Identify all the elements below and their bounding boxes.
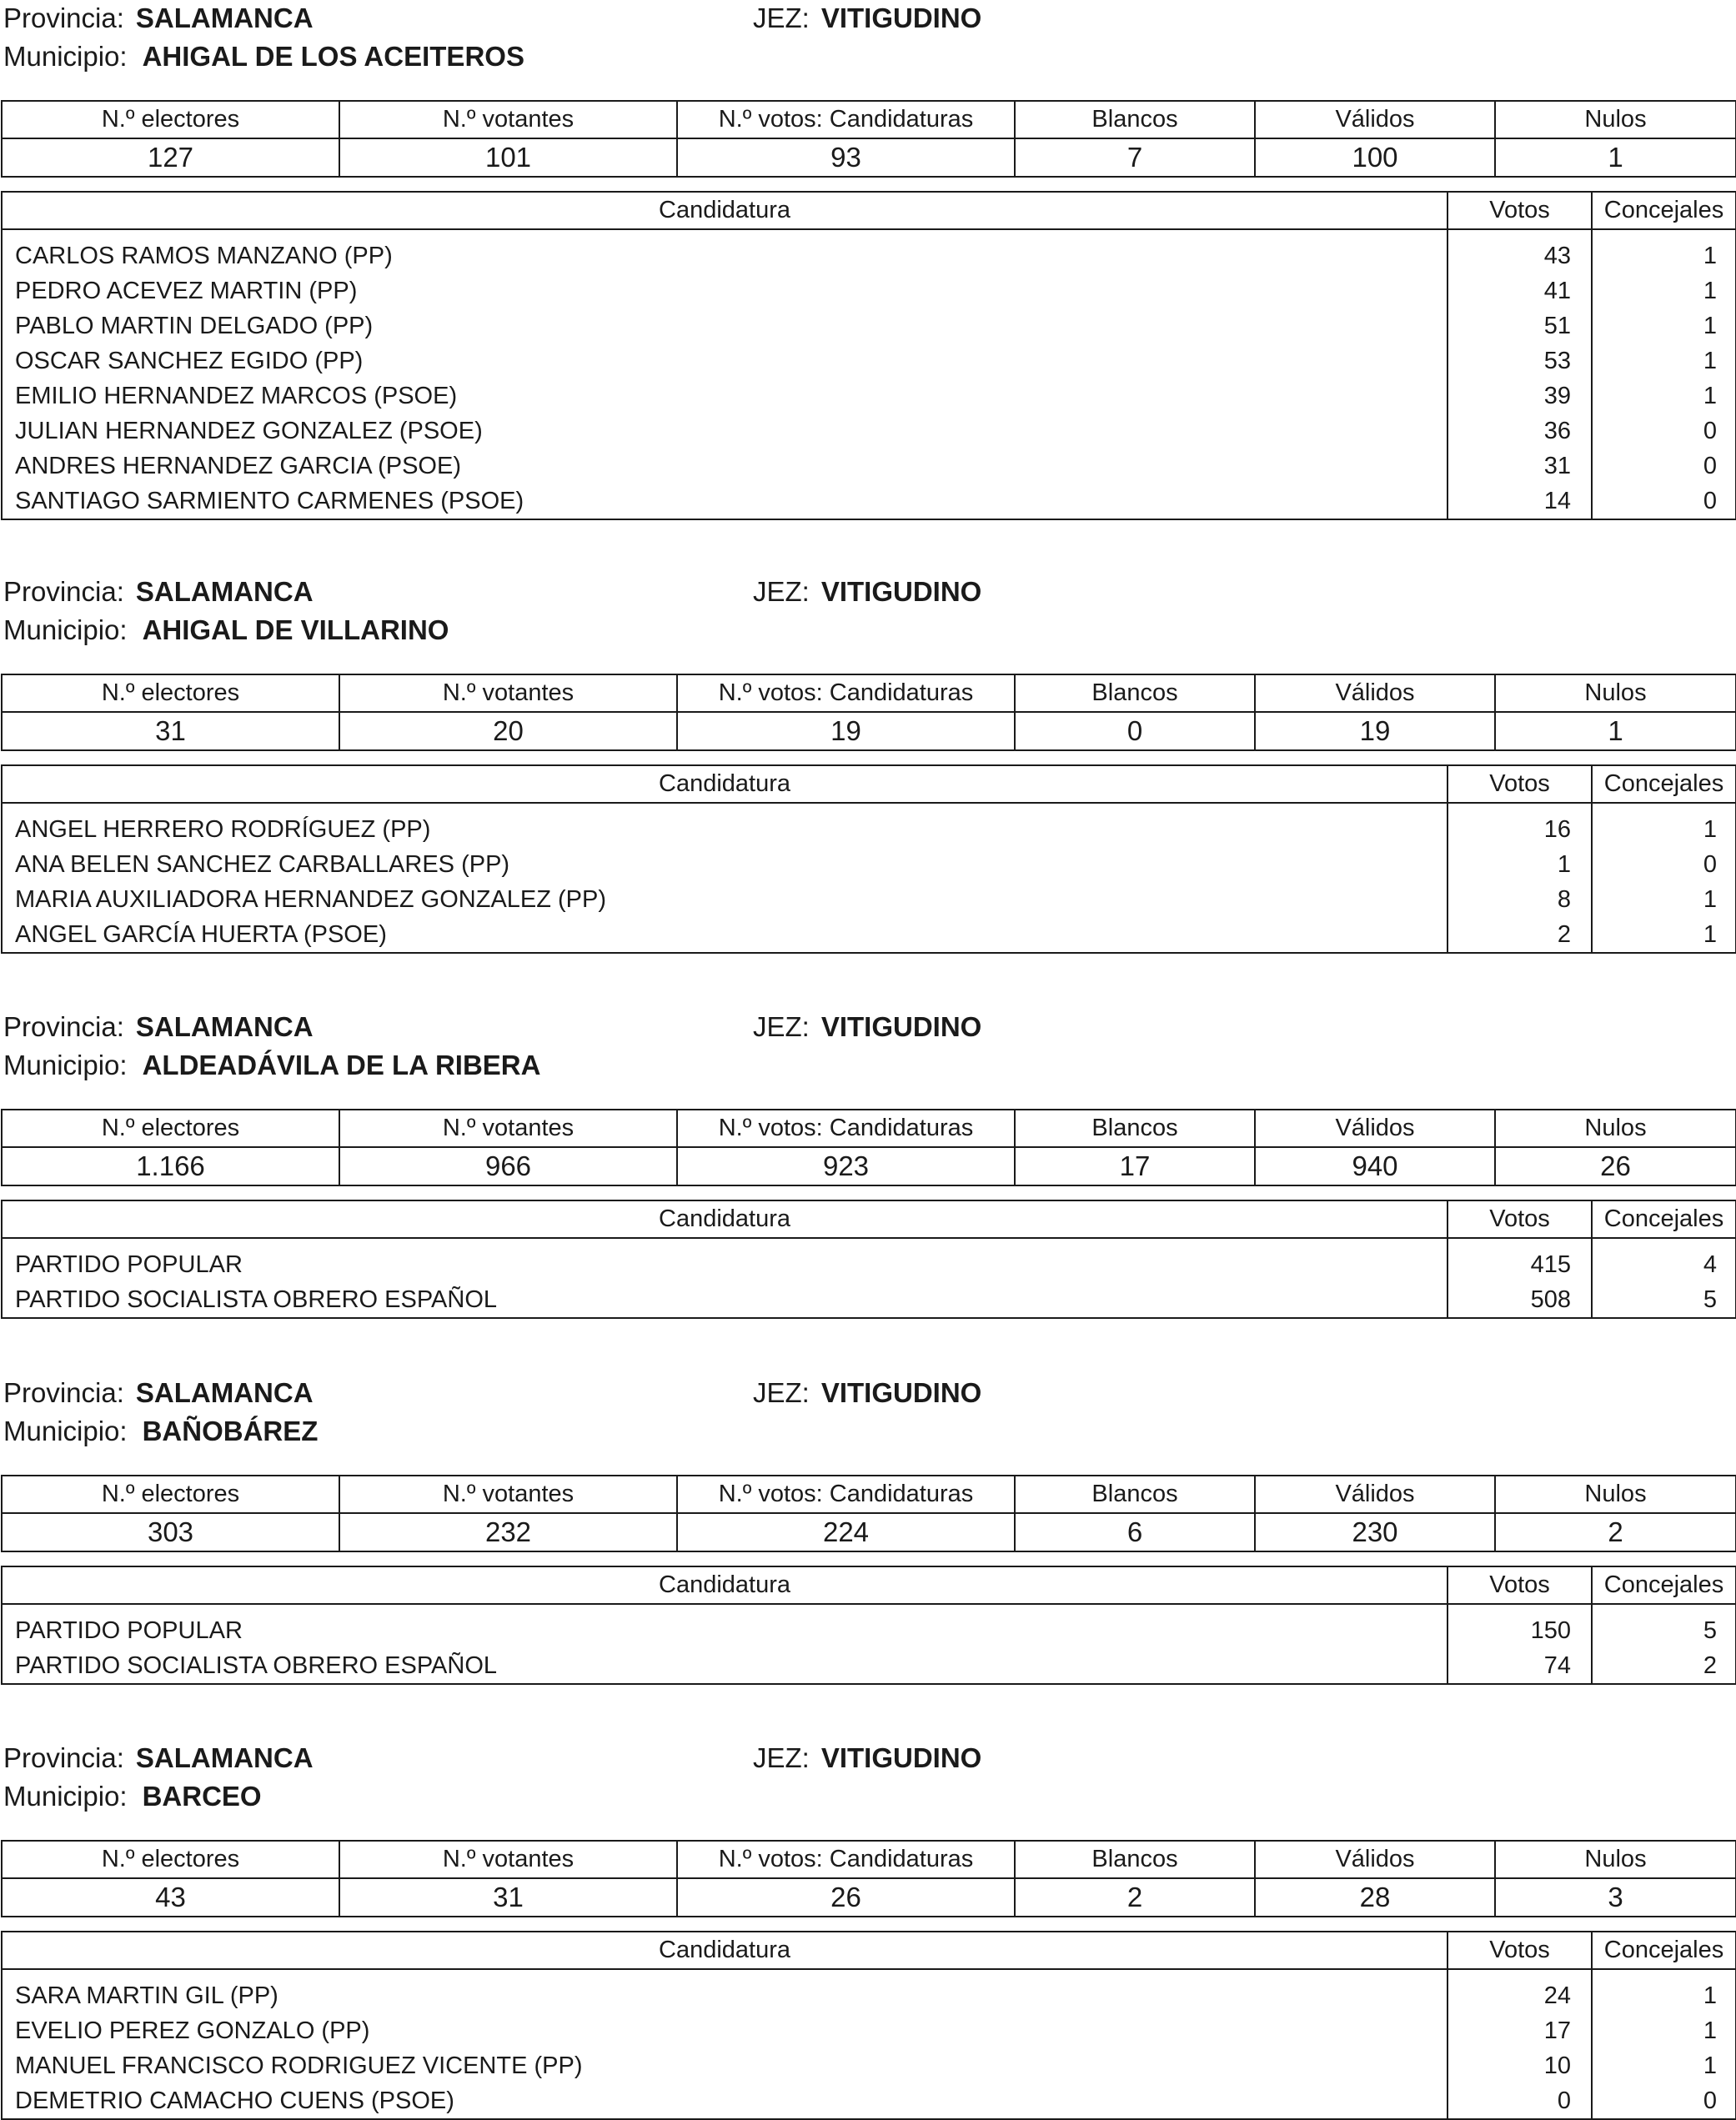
stats-header-cell: Blancos (1015, 1841, 1255, 1878)
candidate-votes: 36 (1448, 413, 1592, 449)
jez-value: VITIGUDINO (820, 3, 982, 33)
jez-line (753, 2, 981, 35)
candidate-votes: 1 (1448, 847, 1592, 882)
stats-value-cell: 17 (1015, 1147, 1255, 1185)
stats-header-row (2, 1110, 1736, 1147)
candidate-row (2, 803, 1736, 847)
stats-header-cell: Blancos (1015, 1110, 1255, 1147)
stats-value-cell: 232 (339, 1513, 677, 1551)
candidate-name: PARTIDO POPULAR (2, 1604, 1448, 1648)
candidate-seats: 1 (1592, 1969, 1736, 2013)
candidate-row (2, 1648, 1736, 1684)
candidate-name: ANGEL GARCÍA HUERTA (PSOE) (2, 917, 1448, 953)
stats-value-cell: 230 (1255, 1513, 1495, 1551)
candidate-row (2, 343, 1736, 378)
candidate-name: PARTIDO SOCIALISTA OBRERO ESPAÑOL (2, 1648, 1448, 1684)
candidate-votes: 508 (1448, 1282, 1592, 1318)
jez-label: JEZ: (753, 3, 810, 33)
candidate-row (2, 1238, 1736, 1282)
candidate-seats: 1 (1592, 378, 1736, 413)
stats-value-row (2, 712, 1736, 750)
municipio-value: ALDEADÁVILA DE LA RIBERA (142, 1050, 541, 1080)
stats-value-cell: 31 (2, 712, 339, 750)
stats-header-cell: Válidos (1255, 101, 1495, 138)
candidate-name: ANA BELEN SANCHEZ CARBALLARES (PP) (2, 847, 1448, 882)
municipio-line (3, 614, 449, 647)
candidate-votes: 0 (1448, 2083, 1592, 2119)
stats-value-cell: 1 (1495, 712, 1736, 750)
stats-value-cell: 1 (1495, 138, 1736, 177)
candidate-seats: 1 (1592, 882, 1736, 917)
candidate-seats: 0 (1592, 413, 1736, 449)
stats-value-cell: 28 (1255, 1878, 1495, 1917)
candidate-votes: 2 (1448, 917, 1592, 953)
provincia-line (3, 1376, 314, 1410)
candidate-seats: 2 (1592, 1648, 1736, 1684)
stats-value-cell: 940 (1255, 1147, 1495, 1185)
municipio-value: AHIGAL DE VILLARINO (142, 614, 449, 645)
stats-value-row (2, 1147, 1736, 1185)
candidates-header-cell: Votos (1448, 765, 1592, 803)
candidate-votes: 14 (1448, 484, 1592, 519)
municipio-label: Municipio: (3, 1781, 128, 1812)
candidates-header-cell: Candidatura (2, 1566, 1448, 1604)
stats-header-cell: N.º electores (2, 674, 339, 712)
stats-header-cell: N.º votos: Candidaturas (677, 101, 1015, 138)
candidates-table (1, 1200, 1736, 1319)
candidate-row (2, 1969, 1736, 2013)
candidates-header-cell: Concejales (1592, 192, 1736, 229)
candidate-votes: 31 (1448, 449, 1592, 484)
jez-label: JEZ: (753, 576, 810, 607)
stats-header-cell: N.º votantes (339, 101, 677, 138)
candidate-seats: 4 (1592, 1238, 1736, 1282)
candidate-votes: 41 (1448, 273, 1592, 308)
candidate-seats: 1 (1592, 2013, 1736, 2048)
municipio-line (3, 1780, 262, 1813)
candidate-votes: 39 (1448, 378, 1592, 413)
stats-value-cell: 93 (677, 138, 1015, 177)
candidate-seats: 1 (1592, 2048, 1736, 2083)
candidate-name: MARIA AUXILIADORA HERNANDEZ GONZALEZ (PP) (2, 882, 1448, 917)
municipio-label: Municipio: (3, 41, 128, 72)
candidate-name: PABLO MARTIN DELGADO (PP) (2, 308, 1448, 343)
stats-table (1, 1840, 1736, 1917)
municipio-label: Municipio: (3, 1050, 128, 1080)
stats-header-cell: Nulos (1495, 1841, 1736, 1878)
provincia-value: SALAMANCA (135, 3, 314, 33)
candidate-seats: 5 (1592, 1604, 1736, 1648)
stats-header-row (2, 1476, 1736, 1513)
stats-value-row (2, 1878, 1736, 1917)
candidate-row (2, 2048, 1736, 2083)
stats-table (1, 674, 1736, 751)
stats-table (1, 1475, 1736, 1552)
candidate-row (2, 413, 1736, 449)
candidate-row (2, 449, 1736, 484)
candidate-seats: 1 (1592, 273, 1736, 308)
candidates-table (1, 764, 1736, 954)
candidate-row (2, 2083, 1736, 2119)
candidates-header-cell: Concejales (1592, 1566, 1736, 1604)
candidate-votes: 24 (1448, 1969, 1592, 2013)
candidates-header-row (2, 192, 1736, 229)
provincia-value: SALAMANCA (135, 1377, 314, 1408)
stats-value-cell: 43 (2, 1878, 339, 1917)
candidate-name: EMILIO HERNANDEZ MARCOS (PSOE) (2, 378, 1448, 413)
provincia-label: Provincia: (3, 1377, 124, 1408)
provincia-line (3, 575, 314, 609)
stats-value-cell: 224 (677, 1513, 1015, 1551)
candidates-header-row (2, 1932, 1736, 1969)
candidate-name: PARTIDO SOCIALISTA OBRERO ESPAÑOL (2, 1282, 1448, 1318)
stats-value-cell: 0 (1015, 712, 1255, 750)
candidate-name: JULIAN HERNANDEZ GONZALEZ (PSOE) (2, 413, 1448, 449)
candidates-header-cell: Concejales (1592, 765, 1736, 803)
stats-table (1, 1109, 1736, 1186)
stats-value-cell: 966 (339, 1147, 677, 1185)
candidates-header-cell: Votos (1448, 1566, 1592, 1604)
stats-value-row (2, 138, 1736, 177)
stats-value-cell: 2 (1015, 1878, 1255, 1917)
candidate-row (2, 882, 1736, 917)
municipio-line (3, 40, 524, 73)
candidate-seats: 5 (1592, 1282, 1736, 1318)
candidate-votes: 16 (1448, 803, 1592, 847)
provincia-label: Provincia: (3, 576, 124, 607)
candidate-row (2, 2013, 1736, 2048)
stats-value-cell: 923 (677, 1147, 1015, 1185)
municipio-label: Municipio: (3, 614, 128, 645)
stats-header-cell: Válidos (1255, 1476, 1495, 1513)
candidate-name: OSCAR SANCHEZ EGIDO (PP) (2, 343, 1448, 378)
candidates-header-row (2, 1200, 1736, 1238)
jez-label: JEZ: (753, 1011, 810, 1042)
candidates-header-cell: Votos (1448, 1932, 1592, 1969)
stats-value-cell: 26 (1495, 1147, 1736, 1185)
candidate-votes: 10 (1448, 2048, 1592, 2083)
stats-value-cell: 1.166 (2, 1147, 339, 1185)
stats-header-cell: N.º votantes (339, 1841, 677, 1878)
stats-header-cell: Blancos (1015, 101, 1255, 138)
stats-value-cell: 2 (1495, 1513, 1736, 1551)
candidate-row (2, 273, 1736, 308)
candidates-header-cell: Concejales (1592, 1200, 1736, 1238)
candidate-name: ANGEL HERRERO RODRÍGUEZ (PP) (2, 803, 1448, 847)
provincia-label: Provincia: (3, 3, 124, 33)
candidate-seats: 1 (1592, 803, 1736, 847)
stats-header-row (2, 674, 1736, 712)
municipio-value: BAÑOBÁREZ (142, 1416, 319, 1446)
stats-value-cell: 7 (1015, 138, 1255, 177)
stats-header-cell: N.º votos: Candidaturas (677, 1841, 1015, 1878)
candidates-header-cell: Concejales (1592, 1932, 1736, 1969)
stats-header-cell: N.º votos: Candidaturas (677, 1476, 1015, 1513)
jez-value: VITIGUDINO (820, 1742, 982, 1773)
provincia-line (3, 2, 314, 35)
provincia-line (3, 1742, 314, 1775)
candidate-votes: 74 (1448, 1648, 1592, 1684)
candidate-name: PEDRO ACEVEZ MARTIN (PP) (2, 273, 1448, 308)
stats-header-cell: N.º votantes (339, 1476, 677, 1513)
candidate-seats: 0 (1592, 449, 1736, 484)
candidate-row (2, 484, 1736, 519)
stats-value-cell: 303 (2, 1513, 339, 1551)
candidate-name: MANUEL FRANCISCO RODRIGUEZ VICENTE (PP) (2, 2048, 1448, 2083)
candidates-header-cell: Votos (1448, 1200, 1592, 1238)
municipio-value: BARCEO (142, 1781, 262, 1812)
candidate-seats: 1 (1592, 229, 1736, 273)
candidate-seats: 0 (1592, 2083, 1736, 2119)
municipio-line (3, 1415, 318, 1448)
candidate-seats: 1 (1592, 917, 1736, 953)
candidates-header-row (2, 1566, 1736, 1604)
municipio-label: Municipio: (3, 1416, 128, 1446)
stats-header-cell: Válidos (1255, 1110, 1495, 1147)
stats-value-row (2, 1513, 1736, 1551)
jez-label: JEZ: (753, 1377, 810, 1408)
candidates-table (1, 191, 1736, 520)
stats-header-cell: Blancos (1015, 674, 1255, 712)
stats-header-cell: Nulos (1495, 674, 1736, 712)
provincia-label: Provincia: (3, 1742, 124, 1773)
provincia-line (3, 1010, 314, 1044)
stats-header-cell: N.º electores (2, 1841, 339, 1878)
candidate-seats: 0 (1592, 847, 1736, 882)
stats-header-row (2, 101, 1736, 138)
candidate-name: SANTIAGO SARMIENTO CARMENES (PSOE) (2, 484, 1448, 519)
stats-value-cell: 31 (339, 1878, 677, 1917)
candidate-seats: 0 (1592, 484, 1736, 519)
candidate-row (2, 1282, 1736, 1318)
municipio-value: AHIGAL DE LOS ACEITEROS (142, 41, 524, 72)
stats-header-cell: Válidos (1255, 1841, 1495, 1878)
candidates-header-row (2, 765, 1736, 803)
candidates-header-cell: Candidatura (2, 765, 1448, 803)
stats-header-cell: N.º votantes (339, 1110, 677, 1147)
provincia-value: SALAMANCA (135, 1011, 314, 1042)
candidate-votes: 150 (1448, 1604, 1592, 1648)
stats-value-cell: 19 (1255, 712, 1495, 750)
candidate-name: ANDRES HERNANDEZ GARCIA (PSOE) (2, 449, 1448, 484)
stats-value-cell: 100 (1255, 138, 1495, 177)
jez-line (753, 1376, 981, 1410)
provincia-value: SALAMANCA (135, 576, 314, 607)
stats-header-cell: Nulos (1495, 1476, 1736, 1513)
candidate-name: SARA MARTIN GIL (PP) (2, 1969, 1448, 2013)
provincia-label: Provincia: (3, 1011, 124, 1042)
candidates-header-cell: Candidatura (2, 1200, 1448, 1238)
stats-header-cell: N.º electores (2, 101, 339, 138)
stats-value-cell: 3 (1495, 1878, 1736, 1917)
candidates-header-cell: Votos (1448, 192, 1592, 229)
jez-line (753, 1742, 981, 1775)
jez-line (753, 1010, 981, 1044)
candidate-votes: 17 (1448, 2013, 1592, 2048)
candidate-row (2, 229, 1736, 273)
candidate-seats: 1 (1592, 308, 1736, 343)
candidate-votes: 51 (1448, 308, 1592, 343)
stats-value-cell: 26 (677, 1878, 1015, 1917)
jez-value: VITIGUDINO (820, 1377, 982, 1408)
stats-value-cell: 101 (339, 138, 677, 177)
stats-header-cell: Nulos (1495, 101, 1736, 138)
candidate-name: DEMETRIO CAMACHO CUENS (PSOE) (2, 2083, 1448, 2119)
candidate-name: PARTIDO POPULAR (2, 1238, 1448, 1282)
candidate-votes: 8 (1448, 882, 1592, 917)
candidate-name: CARLOS RAMOS MANZANO (PP) (2, 229, 1448, 273)
stats-header-row (2, 1841, 1736, 1878)
candidate-row (2, 917, 1736, 953)
stats-header-cell: N.º votos: Candidaturas (677, 674, 1015, 712)
stats-table (1, 100, 1736, 178)
candidate-votes: 415 (1448, 1238, 1592, 1282)
provincia-value: SALAMANCA (135, 1742, 314, 1773)
candidate-row (2, 378, 1736, 413)
candidate-name: EVELIO PEREZ GONZALO (PP) (2, 2013, 1448, 2048)
stats-header-cell: Nulos (1495, 1110, 1736, 1147)
stats-value-cell: 6 (1015, 1513, 1255, 1551)
candidate-row (2, 1604, 1736, 1648)
candidate-seats: 1 (1592, 343, 1736, 378)
stats-header-cell: Blancos (1015, 1476, 1255, 1513)
candidates-header-cell: Candidatura (2, 192, 1448, 229)
jez-line (753, 575, 981, 609)
candidate-row (2, 308, 1736, 343)
jez-value: VITIGUDINO (820, 576, 982, 607)
stats-value-cell: 127 (2, 138, 339, 177)
stats-value-cell: 20 (339, 712, 677, 750)
stats-header-cell: N.º votantes (339, 674, 677, 712)
municipio-line (3, 1049, 540, 1082)
candidates-table (1, 1566, 1736, 1685)
stats-header-cell: N.º votos: Candidaturas (677, 1110, 1015, 1147)
stats-header-cell: N.º electores (2, 1476, 339, 1513)
candidates-table (1, 1931, 1736, 2120)
candidate-votes: 43 (1448, 229, 1592, 273)
candidate-row (2, 847, 1736, 882)
stats-header-cell: N.º electores (2, 1110, 339, 1147)
candidates-header-cell: Candidatura (2, 1932, 1448, 1969)
stats-header-cell: Válidos (1255, 674, 1495, 712)
candidate-votes: 53 (1448, 343, 1592, 378)
jez-label: JEZ: (753, 1742, 810, 1773)
stats-value-cell: 19 (677, 712, 1015, 750)
jez-value: VITIGUDINO (820, 1011, 982, 1042)
